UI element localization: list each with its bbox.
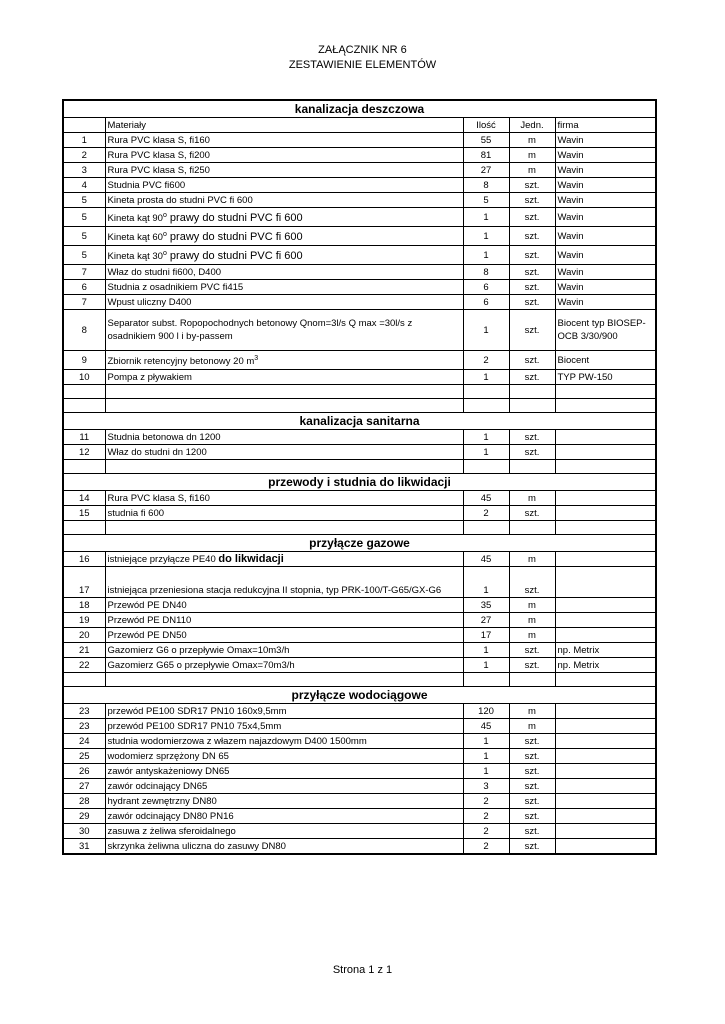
material-name [105, 227, 463, 246]
manufacturer [555, 613, 656, 628]
material-name: Separator subst. Ropopochodnych betonowy Qnom=3l/s Q max =30l/s z osadnikiem 900 l i by-passem [105, 310, 463, 351]
quantity: 81 [463, 148, 509, 163]
material-name: Kineta prosta do studni PVC fi 600 [105, 193, 463, 208]
empty-cell [63, 399, 105, 413]
material-name-text: Kineta kąt 90 [107, 213, 163, 225]
manufacturer [555, 794, 656, 809]
row-number: 3 [63, 163, 105, 178]
row-number: 27 [63, 779, 105, 794]
row-number: 7 [63, 265, 105, 280]
table-row [63, 491, 656, 506]
quantity: 1 [463, 370, 509, 385]
unit: szt. [509, 265, 555, 280]
unit: m [509, 598, 555, 613]
empty-cell [105, 460, 463, 474]
material-name: istniejąca przeniesiona stacja redukcyjna II stopnia, typ PRK-100/T-G65/GX-G6 [105, 567, 463, 598]
empty-cell [555, 521, 656, 535]
empty-cell [509, 460, 555, 474]
table-row [63, 133, 656, 148]
material-name: przewód PE100 SDR17 PN10 75x4,5mm [105, 719, 463, 734]
table-row [63, 658, 656, 673]
unit: szt. [509, 227, 555, 246]
unit: m [509, 491, 555, 506]
quantity: 1 [463, 749, 509, 764]
row-number: 20 [63, 628, 105, 643]
material-name-emphasis: do likwidacji [218, 552, 284, 565]
section-header [63, 687, 656, 704]
material-name [105, 246, 463, 265]
superscript: 3 [254, 354, 259, 362]
row-number: 5 [63, 227, 105, 246]
table-row [63, 208, 656, 227]
table-row [63, 719, 656, 734]
row-number: 12 [63, 445, 105, 460]
material-name: Rura PVC klasa S, fi160 [105, 491, 463, 506]
elements-table [62, 99, 657, 855]
quantity: 1 [463, 246, 509, 265]
section-header [63, 474, 656, 491]
quantity: 2 [463, 824, 509, 839]
row-number: 11 [63, 430, 105, 445]
empty-cell [555, 460, 656, 474]
material-name: studnia wodomierzowa z włazem najazdowym D400 1500mm [105, 734, 463, 749]
manufacturer [555, 734, 656, 749]
unit: m [509, 133, 555, 148]
material-name: Rura PVC klasa S, fi200 [105, 148, 463, 163]
material-name [105, 351, 463, 370]
empty-cell [463, 521, 509, 535]
unit: szt. [509, 734, 555, 749]
manufacturer: Wavin [555, 163, 656, 178]
manufacturer: Wavin [555, 295, 656, 310]
section-title: przewody i studnia do likwidacji [63, 474, 656, 491]
material-name: Studnia z osadnikiem PVC fi415 [105, 280, 463, 295]
row-number: 26 [63, 764, 105, 779]
table-row [63, 351, 656, 370]
quantity: 27 [463, 613, 509, 628]
quantity: 6 [463, 295, 509, 310]
table-row [63, 704, 656, 719]
quantity: 27 [463, 163, 509, 178]
section-title: przyłącze wodociągowe [63, 687, 656, 704]
row-number: 9 [63, 351, 105, 370]
unit: szt. [509, 193, 555, 208]
table-row [63, 193, 656, 208]
section-header [63, 100, 656, 118]
manufacturer [555, 704, 656, 719]
empty-cell [555, 385, 656, 399]
empty-cell [105, 399, 463, 413]
material-name-text: prawy do studni PVC fi 600 [166, 250, 303, 263]
column-header-qty: Ilość [463, 118, 509, 133]
table-row [63, 552, 656, 567]
manufacturer: Wavin [555, 178, 656, 193]
manufacturer [555, 567, 656, 598]
unit: szt. [509, 295, 555, 310]
manufacturer [555, 719, 656, 734]
material-name: Studnia betonowa dn 1200 [105, 430, 463, 445]
material-name: studnia fi 600 [105, 506, 463, 521]
empty-cell [63, 673, 105, 687]
row-number: 17 [63, 567, 105, 598]
material-name-text: Kineta kąt 60 [107, 232, 163, 244]
manufacturer [555, 491, 656, 506]
column-header-material: Materiały [105, 118, 463, 133]
page-footer: Strona 1 z 1 [332, 964, 393, 976]
quantity: 45 [463, 719, 509, 734]
unit: szt. [509, 809, 555, 824]
table-row [63, 310, 656, 351]
table-row [63, 295, 656, 310]
manufacturer [555, 598, 656, 613]
manufacturer [555, 749, 656, 764]
table-row [63, 280, 656, 295]
unit: szt. [509, 430, 555, 445]
empty-cell [105, 385, 463, 399]
material-name: Gazomierz G65 o przepływie Omax=70m3/h [105, 658, 463, 673]
manufacturer [555, 764, 656, 779]
manufacturer: Wavin [555, 280, 656, 295]
row-number: 5 [63, 246, 105, 265]
quantity: 1 [463, 310, 509, 351]
row-number: 8 [63, 310, 105, 351]
material-name: Rura PVC klasa S, fi250 [105, 163, 463, 178]
material-name: Właz do studni dn 1200 [105, 445, 463, 460]
empty-cell [509, 521, 555, 535]
empty-cell [509, 673, 555, 687]
table-row [63, 227, 656, 246]
row-number: 21 [63, 643, 105, 658]
quantity: 2 [463, 809, 509, 824]
blank-row [63, 521, 656, 535]
unit: szt. [509, 310, 555, 351]
manufacturer [555, 552, 656, 567]
superscript: o [162, 230, 167, 238]
empty-cell [555, 673, 656, 687]
unit: m [509, 628, 555, 643]
table-row [63, 567, 656, 598]
table-row [63, 749, 656, 764]
manufacturer [555, 839, 656, 855]
manufacturer: Wavin [555, 133, 656, 148]
unit: szt. [509, 749, 555, 764]
manufacturer: Biocent [555, 351, 656, 370]
manufacturer: Wavin [555, 227, 656, 246]
material-name: zasuwa z żeliwa sferoidalnego [105, 824, 463, 839]
unit: m [509, 148, 555, 163]
unit: szt. [509, 779, 555, 794]
material-name: zawór odcinający DN80 PN16 [105, 809, 463, 824]
unit: szt. [509, 824, 555, 839]
blank-row [63, 673, 656, 687]
material-name: Gazomierz G6 o przepływie Omax=10m3/h [105, 643, 463, 658]
table-row [63, 370, 656, 385]
row-number: 28 [63, 794, 105, 809]
unit: szt. [509, 794, 555, 809]
manufacturer [555, 506, 656, 521]
quantity: 45 [463, 491, 509, 506]
section-title: przyłącze gazowe [63, 535, 656, 552]
material-name: zawór antyskażeniowy DN65 [105, 764, 463, 779]
unit: szt. [509, 280, 555, 295]
blank-row [63, 385, 656, 399]
quantity: 8 [463, 265, 509, 280]
unit: m [509, 552, 555, 567]
blank-row [63, 460, 656, 474]
manufacturer: Biocent typ BIOSEP-OCB 3/30/900 [555, 310, 656, 351]
material-name-text: prawy do studni PVC fi 600 [166, 231, 303, 244]
table-row [63, 163, 656, 178]
quantity: 1 [463, 764, 509, 779]
quantity: 45 [463, 552, 509, 567]
unit: szt. [509, 658, 555, 673]
row-number: 19 [63, 613, 105, 628]
quantity: 8 [463, 178, 509, 193]
quantity: 3 [463, 779, 509, 794]
manufacturer: Wavin [555, 208, 656, 227]
manufacturer [555, 824, 656, 839]
material-name: skrzynka żeliwna uliczna do zasuwy DN80 [105, 839, 463, 855]
row-number: 5 [63, 193, 105, 208]
row-number: 23 [63, 719, 105, 734]
row-number: 25 [63, 749, 105, 764]
quantity: 5 [463, 193, 509, 208]
unit: szt. [509, 246, 555, 265]
column-header-row [63, 118, 656, 133]
manufacturer: np. Metrix [555, 643, 656, 658]
quantity: 1 [463, 227, 509, 246]
empty-cell [463, 399, 509, 413]
unit: szt. [509, 839, 555, 855]
table-row [63, 178, 656, 193]
table-row [63, 430, 656, 445]
table-row [63, 794, 656, 809]
quantity: 1 [463, 643, 509, 658]
table-row [63, 734, 656, 749]
unit: szt. [509, 643, 555, 658]
table-row [63, 148, 656, 163]
blank-row [63, 399, 656, 413]
section-header [63, 535, 656, 552]
empty-cell [63, 460, 105, 474]
row-number: 24 [63, 734, 105, 749]
material-name: zawór odcinający DN65 [105, 779, 463, 794]
elements-table-body [63, 100, 656, 854]
unit: szt. [509, 764, 555, 779]
quantity: 2 [463, 506, 509, 521]
material-name: Pompa z pływakiem [105, 370, 463, 385]
unit: szt. [509, 370, 555, 385]
section-title: kanalizacja deszczowa [63, 100, 656, 118]
empty-cell [463, 385, 509, 399]
table-row [63, 779, 656, 794]
quantity: 1 [463, 208, 509, 227]
manufacturer [555, 809, 656, 824]
row-number: 23 [63, 704, 105, 719]
quantity: 6 [463, 280, 509, 295]
material-name: Wpust uliczny D400 [105, 295, 463, 310]
manufacturer: Wavin [555, 193, 656, 208]
empty-cell [63, 521, 105, 535]
row-number: 30 [63, 824, 105, 839]
row-number: 31 [63, 839, 105, 855]
unit: m [509, 704, 555, 719]
table-row [63, 628, 656, 643]
row-number: 14 [63, 491, 105, 506]
row-number: 22 [63, 658, 105, 673]
unit: szt. [509, 208, 555, 227]
quantity: 1 [463, 430, 509, 445]
table-row [63, 265, 656, 280]
empty-cell [555, 399, 656, 413]
document-subtitle: ZESTAWIENIE ELEMENTÓW [288, 59, 437, 71]
empty-cell [105, 521, 463, 535]
row-number: 29 [63, 809, 105, 824]
table-row [63, 824, 656, 839]
document-title: ZAŁĄCZNIK NR 6 [318, 44, 407, 56]
material-name: Przewód PE DN110 [105, 613, 463, 628]
manufacturer [555, 430, 656, 445]
empty-cell [105, 673, 463, 687]
material-name: Właz do studni fi600, D400 [105, 265, 463, 280]
manufacturer: Wavin [555, 265, 656, 280]
unit: m [509, 163, 555, 178]
section-header [63, 413, 656, 430]
material-name: hydrant zewnętrzny DN80 [105, 794, 463, 809]
quantity: 2 [463, 794, 509, 809]
material-name-text: istniejące przyłącze PE40 [107, 553, 219, 565]
empty-cell [63, 385, 105, 399]
manufacturer: np. Metrix [555, 658, 656, 673]
material-name: Rura PVC klasa S, fi160 [105, 133, 463, 148]
table-row [63, 643, 656, 658]
material-name [105, 208, 463, 227]
row-number: 15 [63, 506, 105, 521]
row-number: 4 [63, 178, 105, 193]
manufacturer [555, 445, 656, 460]
manufacturer [555, 628, 656, 643]
quantity: 120 [463, 704, 509, 719]
quantity: 35 [463, 598, 509, 613]
column-header-firm: firma [555, 118, 656, 133]
material-name-text: Kineta kąt 30 [107, 251, 163, 263]
manufacturer [555, 779, 656, 794]
quantity: 1 [463, 658, 509, 673]
unit: szt. [509, 351, 555, 370]
column-header-unit: Jedn. [509, 118, 555, 133]
material-name: Przewód PE DN40 [105, 598, 463, 613]
unit: szt. [509, 506, 555, 521]
unit: m [509, 613, 555, 628]
material-name: wodomierz sprzężony DN 65 [105, 749, 463, 764]
row-number: 16 [63, 552, 105, 567]
table-row [63, 598, 656, 613]
material-name: przewód PE100 SDR17 PN10 160x9,5mm [105, 704, 463, 719]
row-number: 2 [63, 148, 105, 163]
column-header-no [63, 118, 105, 133]
quantity: 2 [463, 839, 509, 855]
row-number: 10 [63, 370, 105, 385]
unit: m [509, 719, 555, 734]
quantity: 55 [463, 133, 509, 148]
quantity: 1 [463, 567, 509, 598]
quantity: 17 [463, 628, 509, 643]
material-name: Studnia PVC fi600 [105, 178, 463, 193]
manufacturer: TYP PW-150 [555, 370, 656, 385]
manufacturer: Wavin [555, 246, 656, 265]
material-name-text: prawy do studni PVC fi 600 [166, 212, 303, 225]
unit: szt. [509, 178, 555, 193]
table-row [63, 613, 656, 628]
table-row [63, 809, 656, 824]
empty-cell [509, 385, 555, 399]
material-name [105, 552, 463, 567]
empty-cell [463, 460, 509, 474]
table-row [63, 246, 656, 265]
row-number: 5 [63, 208, 105, 227]
table-row [63, 445, 656, 460]
row-number: 7 [63, 295, 105, 310]
material-name-text: Zbiornik retencyjny betonowy 20 m [107, 356, 255, 368]
table-row [63, 506, 656, 521]
section-title: kanalizacja sanitarna [63, 413, 656, 430]
row-number: 1 [63, 133, 105, 148]
quantity: 1 [463, 734, 509, 749]
empty-cell [509, 399, 555, 413]
quantity: 2 [463, 351, 509, 370]
superscript: o [162, 249, 167, 257]
quantity: 1 [463, 445, 509, 460]
table-row [63, 764, 656, 779]
material-name: Przewód PE DN50 [105, 628, 463, 643]
superscript: o [162, 211, 167, 219]
empty-cell [463, 673, 509, 687]
row-number: 6 [63, 280, 105, 295]
row-number: 18 [63, 598, 105, 613]
unit: szt. [509, 567, 555, 598]
table-row [63, 839, 656, 855]
unit: szt. [509, 445, 555, 460]
manufacturer: Wavin [555, 148, 656, 163]
